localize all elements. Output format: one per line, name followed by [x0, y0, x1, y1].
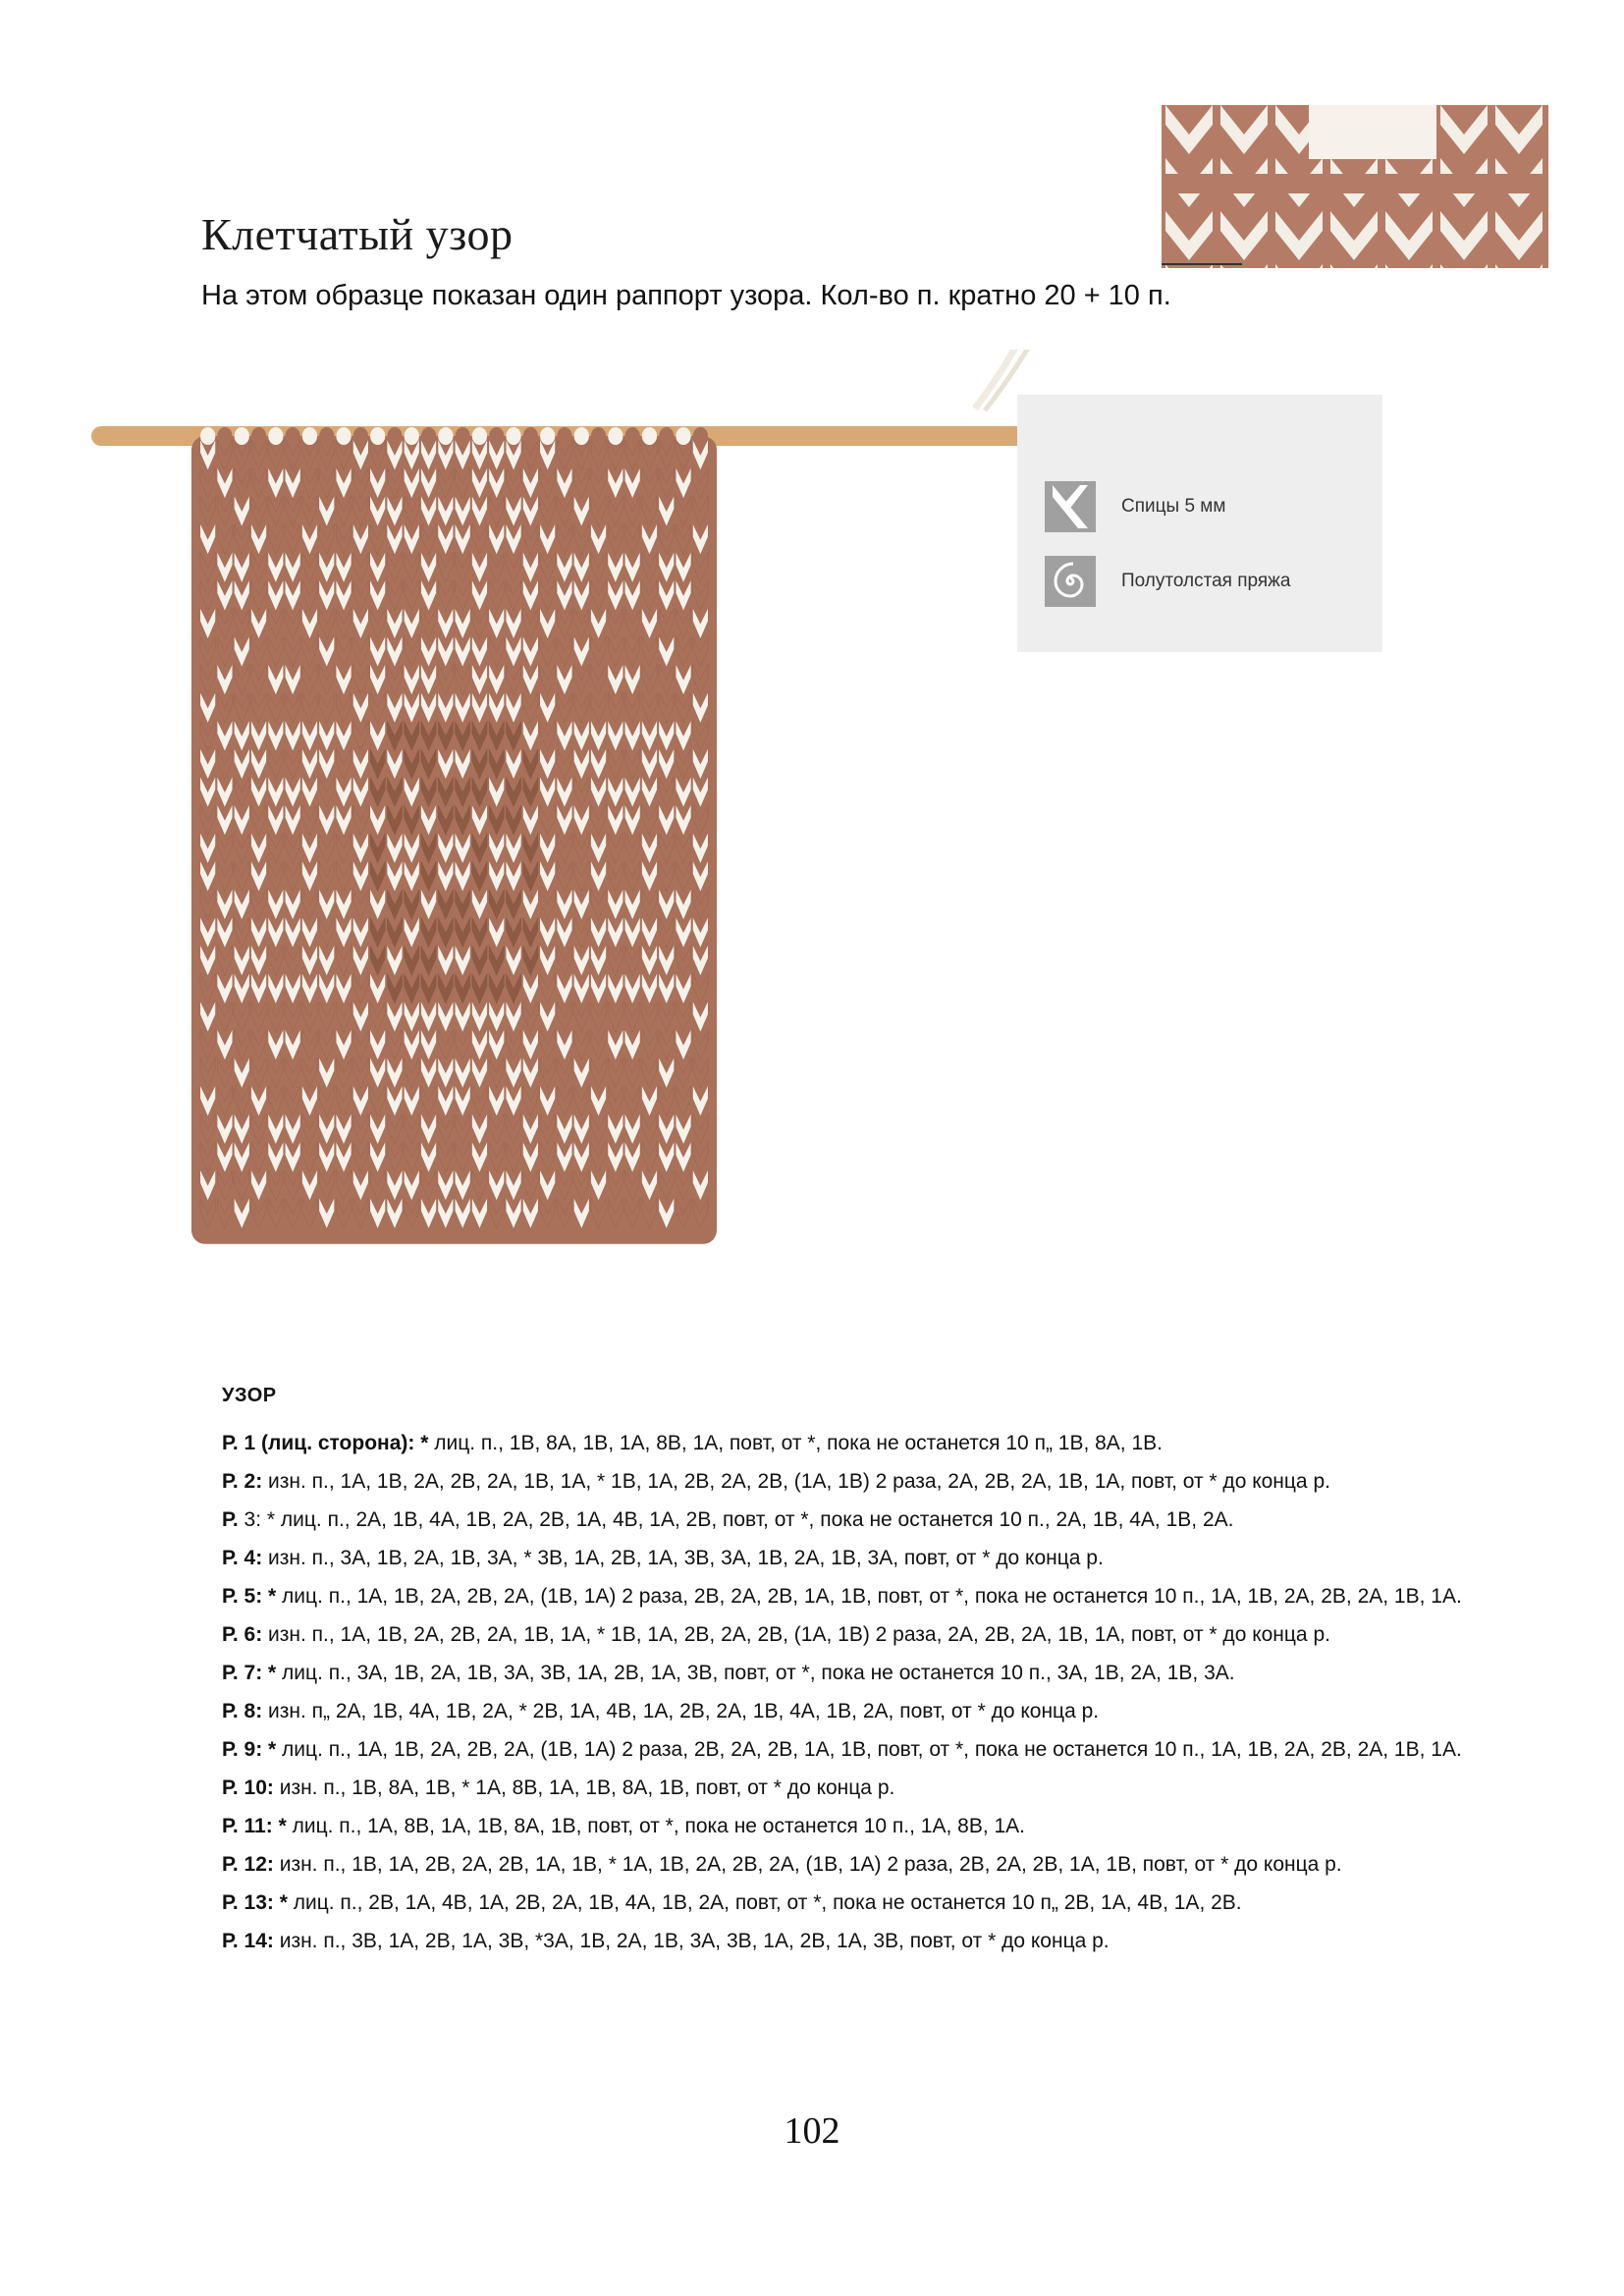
row-label: Р. 6: [222, 1623, 263, 1646]
row-instructions: изн. п., 1А, 1В, 2А, 2В, 2А, 1В, 1А, * 1В, 1А, 2В, 2А, 2В, (1А, 1В) 2 раза, 2А, 2В, 2А, 1В, 1А, повт, от * до конца р. [262, 1623, 1330, 1646]
repeat-star: * [414, 1432, 429, 1454]
repeat-star: * [272, 1815, 287, 1837]
row-instructions: * лиц. п., 2А, 1В, 4А, 1В, 2А, 2В, 1А, 4В, 1А, 2В, повт, от *, пока не останется 10 п., 2А, 1В, 4А, 1В, 2А. [261, 1508, 1234, 1531]
pattern-heading: УЗОР [222, 1385, 277, 1406]
row-label: Р. 2: [222, 1470, 263, 1493]
row-label: Р. 14: [222, 1930, 274, 1952]
materials-legend [1017, 395, 1382, 652]
row-instructions: изн. п., 1А, 1В, 2А, 2В, 2А, 1В, 1А, * 1В, 1А, 2В, 2А, 2В, (1А, 1В) 2 раза, 2А, 2В, 2А, 1В, 1А, повт, от * до конца р. [262, 1470, 1330, 1493]
row-instructions: лиц. п., 1В, 8А, 1В, 1А, 8В, 1А, повт, от *, пока не останется 10 п„ 1В, 8А, 1В. [428, 1432, 1163, 1454]
row-instructions: лиц. п., 1А, 1В, 2А, 2В, 2А, (1В, 1А) 2 раза, 2В, 2А, 2В, 1А, 1В, повт, от *, пока не останется 10 п., 1А, 1В, 2А, 2В, 2А, 1В, 1А. [276, 1738, 1462, 1761]
row-label: Р. 1 (лиц. сторона): [222, 1432, 415, 1454]
pattern-row [222, 1698, 1538, 1725]
row-label: Р. [222, 1508, 239, 1531]
pattern-row [222, 1621, 1538, 1649]
row-instructions: изн. п., 1В, 1А, 2В, 2А, 2В, 1А, 1В, * 1А, 1В, 2А, 2В, 2А, (1В, 1А) 2 раза, 2В, 2А, 2В, 1А, 1В, повт, от * до конца р. [273, 1853, 1342, 1876]
row-instructions: лиц. п., 1А, 8В, 1А, 1В, 8А, 1В, повт, от *, пока не останется 10 п., 1А, 8В, 1А. [286, 1815, 1026, 1837]
page-subtitle: На этом образце показан один раппорт узора. Кол-во п. кратно 20 + 10 п. [201, 280, 1171, 311]
legend-item-yarn [1045, 556, 1290, 607]
pattern-row [222, 1736, 1538, 1764]
row-label: Р. 13: [222, 1891, 274, 1914]
row-label: Р. 10: [222, 1777, 274, 1799]
row-instructions: лиц. п., 1А, 1В, 2А, 2В, 2А, (1В, 1А) 2 раза, 2В, 2А, 2В, 1А, 1В, повт, от *, пока не останется 10 п., 1А, 1В, 2А, 2В, 2А, 1В, 1А. [276, 1585, 1462, 1608]
pattern-row [222, 1813, 1538, 1840]
needles-icon [1045, 481, 1096, 532]
row-label: Р. 5: [222, 1585, 263, 1608]
row-instructions: изн. п., 3В, 1А, 2В, 1А, 3В, *3А, 1В, 2А, 1В, 3А, 3В, 1А, 2В, 1А, 3В, повт, от * до конца р. [273, 1930, 1110, 1952]
legend-label-yarn: Полутолстая пряжа [1121, 571, 1291, 591]
row-label: Р. 11: [222, 1815, 273, 1837]
page-number: 102 [784, 2110, 840, 2152]
row-label: Р. 7: [222, 1662, 263, 1684]
pattern-row [222, 1506, 1538, 1534]
pattern-row [222, 1545, 1538, 1572]
pattern-row [222, 1889, 1538, 1917]
swatch-fabric [191, 427, 717, 1244]
pattern-row [222, 1851, 1538, 1879]
row-instructions: изн. п„ 2А, 1В, 4А, 1В, 2А, * 2В, 1А, 4В, 1А, 2В, 2А, 1В, 4А, 1В, 2А, повт, от * до конца р. [262, 1700, 1100, 1722]
row-instructions: лиц. п., 2В, 1А, 4В, 1А, 2В, 2А, 1В, 4А, 1В, 2А, повт, от *, пока не останется 10 п„ 2В, 1А, 4В, 1А, 2В. [287, 1891, 1242, 1914]
row-label: Р. 12: [222, 1853, 274, 1876]
legend-item-needles [1045, 481, 1225, 532]
pattern-row [222, 1775, 1538, 1802]
yarn-spiral-icon [1045, 556, 1096, 607]
row-label: Р. 4: [222, 1547, 263, 1569]
knit-closeup-photo [1162, 105, 1548, 268]
row-label: Р. 9: [222, 1738, 263, 1761]
row-label-number: 3: [238, 1508, 262, 1531]
repeat-star: * [262, 1662, 277, 1684]
repeat-star: * [262, 1585, 277, 1608]
legend-label-needles: Спицы 5 мм [1121, 496, 1226, 517]
pattern-row [222, 1660, 1538, 1687]
pattern-row [222, 1583, 1538, 1611]
pattern-rows [222, 1430, 1538, 1966]
repeat-star: * [273, 1891, 288, 1914]
row-instructions: изн. п., 3А, 1В, 2А, 1В, 3А, * 3В, 1А, 2В, 1А, 3В, 3А, 1В, 2А, 1В, 3А, повт, от * до конца р. [262, 1547, 1104, 1569]
repeat-star: * [262, 1738, 277, 1761]
row-instructions: изн. п., 1В, 8А, 1В, * 1А, 8В, 1А, 1В, 8А, 1В, повт, от * до конца р. [273, 1777, 895, 1799]
pattern-row [222, 1928, 1538, 1955]
page-title: Клетчатый узор [201, 209, 514, 259]
title-underline [1162, 263, 1242, 265]
pattern-row [222, 1430, 1538, 1457]
row-label: Р. 8: [222, 1700, 263, 1722]
pattern-row [222, 1468, 1538, 1496]
knit-closeup-graphic [1162, 105, 1548, 268]
row-instructions: лиц. п., 3А, 1В, 2А, 1В, 3А, 3В, 1А, 2В, 1А, 3В, повт, от *, пока не останется 10 п., 3А, 1В, 2А, 1В, 3А. [276, 1662, 1235, 1684]
